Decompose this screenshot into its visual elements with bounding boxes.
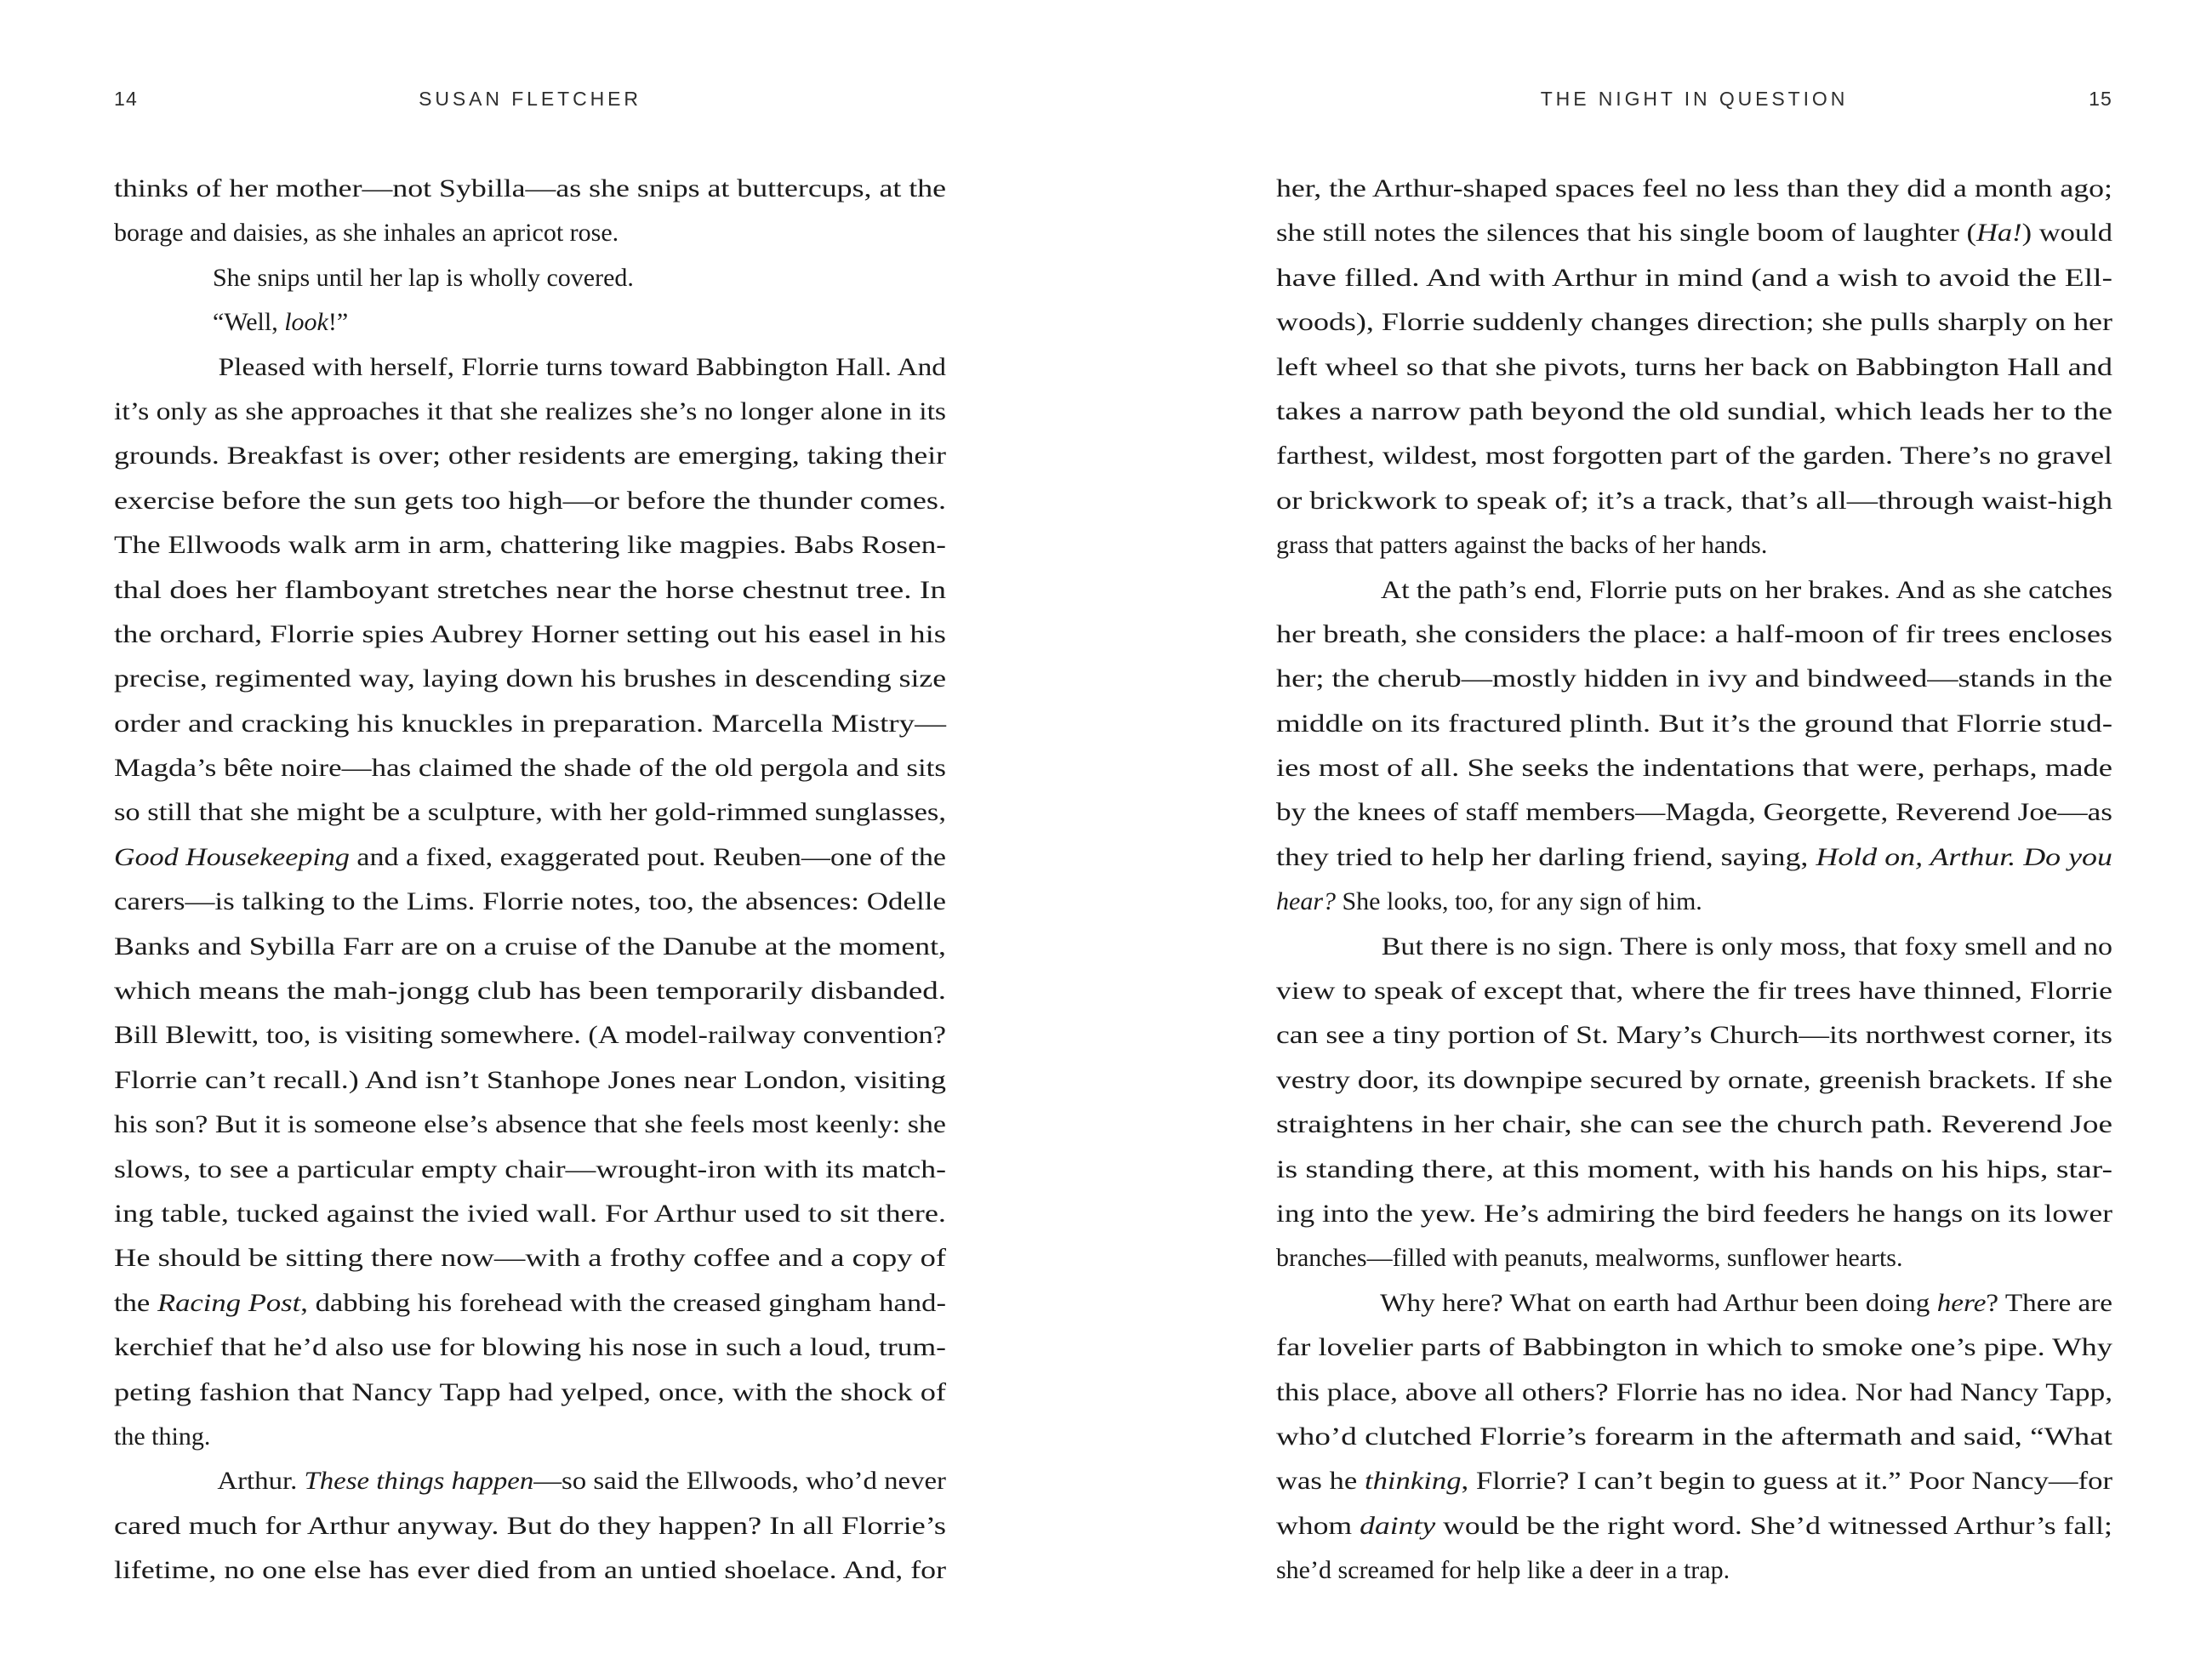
text-segment: so still that she might be a sculpture, with her gold-rimmed sunglasses,: [114, 798, 946, 827]
text-line: [1276, 1103, 2112, 1147]
text-line: [114, 969, 946, 1013]
text-segment: precise, regimented way, laying down his brushes in descending size: [114, 664, 947, 693]
text-line: [114, 434, 946, 478]
text-segment: ) would: [2021, 219, 2113, 248]
text-segment: !”: [328, 308, 349, 337]
text-segment: her; the cherub—mostly hidden in ivy and bindweed—stands in the: [1276, 664, 2113, 693]
text-line: [114, 835, 946, 880]
text-line: [1276, 211, 2112, 255]
text-line: [114, 523, 946, 567]
text-segment: the orchard, Florrie spies Aubrey Horner setting out his easel in his: [114, 619, 946, 648]
text-line: [1276, 657, 2112, 701]
right-page-running-header: [1276, 88, 2112, 111]
text-segment: they tried to help her darling friend, saying,: [1276, 842, 1816, 871]
text-line: [114, 1013, 946, 1058]
text-segment: thinks of her mother—not Sybilla—as she snips at buttercups, at the: [114, 174, 947, 202]
text-line: [114, 211, 946, 255]
text-segment: was he: [1276, 1467, 1365, 1496]
italic-text-segment: look: [284, 308, 328, 337]
text-line: [1276, 1325, 2112, 1370]
text-segment: ies most of all. She seeks the indentations that were, perhaps, made: [1276, 754, 2113, 783]
text-segment: the thing.: [114, 1422, 211, 1451]
text-segment: would be the right word. She’d witnessed Arthur’s fall;: [1435, 1511, 2112, 1540]
text-segment: view to speak of except that, where the fir trees have thinned, Florrie: [1276, 977, 2112, 1006]
text-segment: slows, to see a particular empty chair—wrought-iron with its match-: [114, 1154, 947, 1183]
text-segment: kerchief that he’d also use for blowing his nose in such a loud, trum-: [114, 1333, 946, 1362]
text-segment: order and cracking his knuckles in preparation. Marcella Mistry—: [114, 709, 947, 738]
text-segment: , Florrie? I can’t begin to guess at it.” Poor Nancy—for: [1461, 1467, 2112, 1496]
text-segment: his son? But it is someone else’s absence that she feels most keenly: she: [114, 1110, 946, 1139]
text-segment: or brickwork to speak of; it’s a track, that’s all—through waist-high: [1276, 486, 2113, 515]
text-segment: can see a tiny portion of St. Mary’s Church—its northwest corner, its: [1276, 1021, 2113, 1050]
text-line: [114, 256, 946, 300]
text-line: [114, 1281, 946, 1325]
text-segment: cared much for Arthur anyway. But do they happen? In all Florrie’s: [114, 1511, 947, 1540]
text-segment: the: [114, 1288, 157, 1317]
text-line: [1276, 1281, 2112, 1325]
text-line: [114, 1548, 946, 1593]
text-line: [1276, 1192, 2112, 1236]
text-segment: carers—is talking to the Lims. Florrie notes, too, the absences: Odelle: [114, 887, 946, 916]
text-line: [114, 790, 946, 835]
text-segment: she’d screamed for help like a deer in a trap.: [1276, 1556, 1730, 1585]
text-line: [1276, 880, 2112, 924]
italic-text-segment: Ha!: [1976, 219, 2022, 248]
italic-text-segment: hear?: [1276, 887, 1336, 916]
text-line: [1276, 702, 2112, 746]
text-line: [1276, 256, 2112, 300]
text-segment: He should be sitting there now—with a frothy coffee and a copy of: [114, 1244, 947, 1273]
text-segment: left wheel so that she pivots, turns her back on Babbington Hall and: [1276, 352, 2112, 381]
text-line: [1276, 1013, 2112, 1058]
right-page-number: 15: [2089, 88, 2112, 110]
text-line: [1276, 746, 2112, 790]
text-segment: —so said the Ellwoods, who’d never: [533, 1467, 946, 1496]
text-segment: vestry door, its downpipe secured by ornate, greenish brackets. If she: [1276, 1065, 2112, 1094]
text-segment: and a fixed, exaggerated pout. Reuben—one of the: [349, 842, 947, 871]
text-segment: Florrie can’t recall.) And isn’t Stanhope Jones near London, visiting: [114, 1065, 947, 1094]
left-page-body-text: [114, 167, 946, 1593]
text-segment: She snips until her lap is wholly covered.: [213, 263, 634, 292]
text-segment: Banks and Sybilla Farr are on a cruise of the Danube at the moment,: [114, 932, 947, 961]
text-line: [1276, 925, 2112, 969]
text-line: [1276, 790, 2112, 835]
text-line: [114, 345, 946, 390]
text-line: [114, 1504, 946, 1548]
left-running-title: SUSAN FLETCHER: [419, 88, 641, 110]
text-segment: her, the Arthur-shaped spaces feel no less than they did a month ago;: [1276, 174, 2112, 202]
text-line: [1276, 479, 2112, 523]
text-segment: she still notes the silences that his single boom of laughter (: [1276, 219, 1977, 248]
text-line: [1276, 1459, 2112, 1503]
text-segment: Why here? What on earth had Arthur been doing: [1380, 1288, 1937, 1317]
text-line: [114, 1325, 946, 1370]
text-segment: her breath, she considers the place: a half-moon of fir trees encloses: [1276, 619, 2113, 648]
text-segment: woods), Florrie suddenly changes direction; she pulls sharply on her: [1276, 308, 2112, 337]
text-line: [1276, 1371, 2112, 1415]
italic-text-segment: Good Housekeeping: [114, 842, 350, 871]
text-segment: “Well,: [213, 308, 285, 337]
text-segment: ? There are: [1986, 1288, 2113, 1317]
text-line: [114, 167, 946, 211]
text-line: [1276, 969, 2112, 1013]
text-line: [1276, 1058, 2112, 1103]
text-line: [1276, 300, 2112, 345]
text-segment: Pleased with herself, Florrie turns toward Babbington Hall. And: [218, 352, 946, 381]
text-segment: takes a narrow path beyond the old sundial, which leads her to the: [1276, 396, 2112, 425]
text-line: [114, 1058, 946, 1103]
text-segment: have filled. And with Arthur in mind (and a wish to avoid the Ell-: [1276, 263, 2113, 292]
text-line: [114, 1371, 946, 1415]
text-line: [114, 1415, 946, 1459]
text-segment: At the path’s end, Florrie puts on her brakes. And as she catches: [1380, 575, 2112, 604]
italic-text-segment: dainty: [1360, 1511, 1436, 1540]
text-segment: ing into the yew. He’s admiring the bird feeders he hangs on its lower: [1276, 1199, 2112, 1228]
right-page-body-text: [1276, 167, 2112, 1593]
text-segment: She looks, too, for any sign of him.: [1336, 887, 1702, 916]
text-line: [114, 925, 946, 969]
text-segment: which means the mah-jongg club has been temporarily disbanded.: [114, 977, 946, 1006]
text-line: [1276, 434, 2112, 478]
text-line: [114, 880, 946, 924]
text-line: [1276, 167, 2112, 211]
text-line: [114, 1236, 946, 1280]
text-segment: far lovelier parts of Babbington in which to smoke one’s pipe. Why: [1276, 1333, 2112, 1362]
italic-text-segment: Racing Post: [157, 1288, 301, 1317]
left-page-number: 14: [114, 88, 138, 110]
text-segment: thal does her flamboyant stretches near the horse chestnut tree. In: [114, 575, 947, 604]
text-segment: straightens in her chair, she can see the church path. Reverend Joe: [1276, 1110, 2112, 1139]
text-line: [114, 702, 946, 746]
text-line: [1276, 390, 2112, 434]
italic-text-segment: These things happen: [304, 1467, 534, 1496]
text-line: [114, 479, 946, 523]
text-segment: Bill Blewitt, too, is visiting somewhere. (A model-railway convention?: [114, 1021, 947, 1050]
text-segment: farthest, wildest, most forgotten part of the garden. There’s no gravel: [1276, 442, 2112, 470]
text-segment: The Ellwoods walk arm in arm, chattering like magpies. Babs Rosen-: [114, 531, 946, 560]
text-segment: branches—filled with peanuts, mealworms, sunflower hearts.: [1276, 1244, 1903, 1273]
text-segment: who’d clutched Florrie’s forearm in the aftermath and said, “What: [1276, 1422, 2112, 1451]
text-segment: middle on its fractured plinth. But it’s the ground that Florrie stud-: [1276, 709, 2113, 738]
text-segment: peting fashion that Nancy Tapp had yelped, once, with the shock of: [114, 1377, 946, 1406]
text-segment: this place, above all others? Florrie has no idea. Nor had Nancy Tapp,: [1276, 1377, 2113, 1406]
text-line: [114, 746, 946, 790]
text-line: [114, 1148, 946, 1192]
text-segment: grounds. Breakfast is over; other residents are emerging, taking their: [114, 442, 947, 470]
text-line: [1276, 345, 2112, 390]
text-line: [114, 613, 946, 657]
italic-text-segment: thinking: [1364, 1467, 1462, 1496]
text-segment: whom: [1276, 1511, 1360, 1540]
text-line: [1276, 1504, 2112, 1548]
text-line: [114, 300, 946, 345]
text-line: [114, 390, 946, 434]
text-line: [114, 568, 946, 613]
text-line: [1276, 835, 2112, 880]
text-line: [1276, 1548, 2112, 1593]
text-line: [114, 1103, 946, 1147]
text-line: [1276, 1236, 2112, 1280]
text-line: [114, 1459, 946, 1503]
text-line: [1276, 523, 2112, 567]
text-segment: ing table, tucked against the ivied wall. For Arthur used to sit there.: [114, 1199, 946, 1228]
text-segment: is standing there, at this moment, with his hands on his hips, star-: [1276, 1154, 2112, 1183]
text-line: [1276, 568, 2112, 613]
text-segment: by the knees of staff members—Magda, Georgette, Reverend Joe—as: [1276, 798, 2112, 827]
text-line: [1276, 613, 2112, 657]
right-running-title: THE NIGHT IN QUESTION: [1540, 88, 1849, 110]
text-segment: it’s only as she approaches it that she realizes she’s no longer alone in its: [114, 396, 947, 425]
text-segment: lifetime, no one else has ever died from an untied shoelace. And, for: [114, 1556, 947, 1585]
italic-text-segment: Hold on, Arthur. Do you: [1816, 842, 2112, 871]
text-segment: Arthur.: [217, 1467, 305, 1496]
text-segment: grass that patters against the backs of her hands.: [1276, 531, 1768, 560]
text-segment: borage and daisies, as she inhales an apricot rose.: [114, 219, 619, 248]
text-line: [1276, 1148, 2112, 1192]
text-line: [1276, 1415, 2112, 1459]
text-segment: But there is no sign. There is only moss, that foxy smell and no: [1381, 932, 2112, 961]
text-segment: exercise before the sun gets too high—or before the thunder comes.: [114, 486, 947, 515]
text-segment: Magda’s bête noire—has claimed the shade of the old pergola and sits: [114, 754, 946, 783]
text-line: [114, 657, 946, 701]
italic-text-segment: here: [1936, 1288, 1987, 1317]
text-segment: , dabbing his forehead with the creased gingham hand-: [300, 1288, 946, 1317]
text-line: [114, 1192, 946, 1236]
left-page-running-header: [114, 88, 946, 111]
